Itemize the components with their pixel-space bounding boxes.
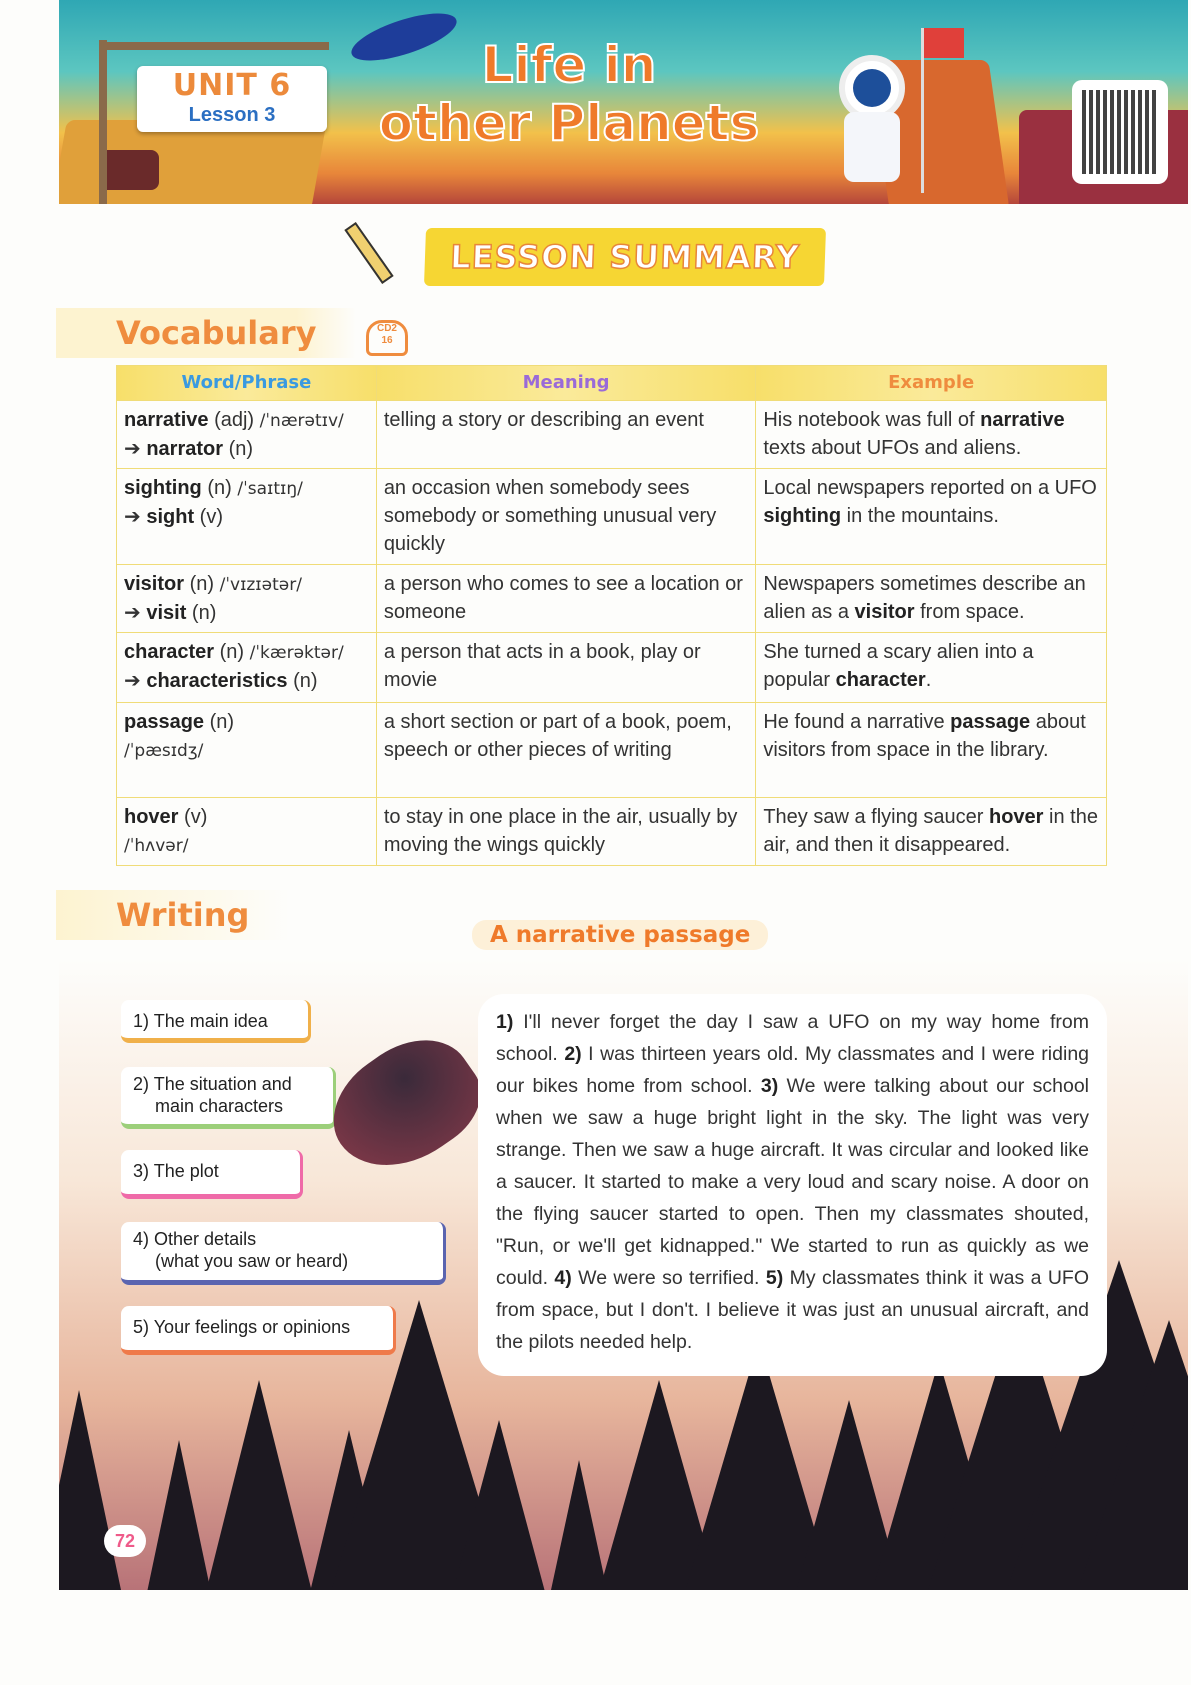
astronaut-body: [844, 112, 900, 182]
example-keyword: visitor: [854, 601, 915, 623]
example-keyword: hover: [989, 806, 1044, 828]
step-number: 1): [133, 1011, 150, 1031]
part-of-speech: (n): [189, 573, 215, 595]
example-keyword: character: [835, 669, 926, 691]
example-keyword: narrative: [980, 409, 1065, 431]
pronunciation: /ˈsaɪtɪŋ/: [237, 479, 303, 499]
word-cell: [117, 401, 377, 469]
pronunciation: /ˈpæsɪdʒ/: [124, 741, 204, 761]
step-label: The plot: [153, 1161, 219, 1181]
tree-shape: [551, 1460, 607, 1590]
narrative-passage: [478, 994, 1107, 1376]
step-number: 5): [133, 1317, 150, 1337]
derived-part-of-speech: (n): [228, 438, 254, 460]
example-keyword: sighting: [763, 505, 842, 527]
arrow-right-icon: ➔: [124, 506, 141, 528]
vocab-word: character: [124, 641, 215, 663]
example-cell: He found a narrative passage about visitors from space in the library.: [756, 703, 1107, 798]
lesson-summary-banner: [424, 228, 826, 286]
lesson-label: Lesson 3: [188, 104, 276, 126]
part-of-speech: (v): [184, 806, 208, 828]
passage-marker: 2): [564, 1043, 582, 1065]
table-row: [117, 469, 1107, 565]
lesson-summary-label: LESSON SUMMARY: [449, 238, 801, 276]
table-row: [117, 798, 1107, 866]
pronunciation: /ˈvɪzɪətər/: [219, 575, 302, 595]
step-label: Other details: [154, 1229, 257, 1249]
meaning-cell: an occasion when somebody sees somebody or something unusual very quickly: [376, 469, 756, 565]
tree-shape: [59, 1390, 121, 1590]
arrow-right-icon: ➔: [124, 670, 141, 692]
writing-step-4: [121, 1222, 446, 1285]
vocab-word: passage: [124, 711, 205, 733]
writing-heading: Writing: [56, 890, 289, 940]
pronunciation: /ˈnærətɪv/: [259, 411, 344, 431]
vocab-word: visitor: [124, 573, 185, 595]
arrow-right-icon: ➔: [124, 438, 141, 460]
table-row: [117, 401, 1107, 469]
pronunciation: /ˈhʌvər/: [124, 836, 189, 856]
tree-shape: [148, 1440, 211, 1590]
qr-code[interactable]: [1072, 80, 1168, 184]
writing-step-1: [121, 1000, 311, 1043]
audio-cd-icon[interactable]: CD2 16: [366, 320, 408, 356]
meaning-cell: a person who comes to see a location or someone: [376, 565, 756, 633]
vocab-word: hover: [124, 806, 179, 828]
word-cell: [117, 633, 377, 703]
title-line-2: other Planets: [378, 94, 760, 152]
table-row: [117, 565, 1107, 633]
title-line-1: Life in: [481, 36, 657, 94]
step-label: The main idea: [153, 1011, 268, 1031]
writing-step-2: [121, 1067, 336, 1129]
passage-marker: 4): [554, 1267, 572, 1289]
part-of-speech: (n): [209, 711, 235, 733]
part-of-speech: (adj): [214, 409, 255, 431]
unit-title: [359, 36, 779, 152]
word-cell: [117, 469, 377, 565]
part-of-speech: (n): [219, 641, 245, 663]
table-row: [117, 703, 1107, 798]
passage-sentence: We were so terrified.: [571, 1267, 766, 1289]
derived-part-of-speech: (n): [191, 602, 217, 624]
step-number: 4): [133, 1229, 150, 1249]
writing-step-5: [121, 1306, 396, 1355]
step-label: Your feelings or opinions: [153, 1317, 351, 1337]
unit-card: [137, 66, 327, 132]
step-label: The situation and: [153, 1074, 292, 1094]
step-sublabel: main characters: [155, 1096, 284, 1116]
passage-marker: 3): [760, 1075, 779, 1097]
column-header-meaning: Meaning: [376, 366, 756, 401]
derived-part-of-speech: (n): [293, 670, 318, 692]
passage-marker: 1): [496, 1011, 514, 1033]
pronunciation: /ˈkærəktər/: [249, 643, 344, 663]
passage-text: [496, 1006, 1089, 1358]
passage-marker: 5): [765, 1267, 784, 1289]
unit-banner: [59, 0, 1188, 204]
writing-step-3: [121, 1150, 303, 1199]
passage-sentence: My classmates think it was a UFO from space, but I don't. I believe it was just an unusual aircraft, and the pilots needed help.: [496, 1267, 1089, 1353]
signpost: [99, 42, 329, 50]
passage-subheading: A narrative passage: [472, 920, 768, 950]
column-header-word: Word/Phrase: [117, 366, 377, 401]
derived-word: narrator: [146, 438, 224, 460]
vocabulary-table: [116, 365, 1107, 866]
example-cell: She turned a scary alien into a popular character.: [756, 633, 1107, 703]
column-header-example: Example: [756, 366, 1107, 401]
step-number: 2): [133, 1074, 150, 1094]
vocabulary-heading: Vocabulary: [56, 308, 356, 358]
word-cell: [117, 565, 377, 633]
step-number: 3): [133, 1161, 150, 1181]
derived-word: sight: [146, 506, 195, 528]
signpost: [99, 40, 107, 204]
arrow-right-icon: ➔: [124, 602, 141, 624]
table-header-row: [117, 366, 1107, 401]
example-keyword: passage: [950, 711, 1031, 733]
example-cell: They saw a flying saucer hover in the air, and then it disappeared.: [756, 798, 1107, 866]
word-cell: [117, 798, 377, 866]
derived-word: visit: [146, 602, 187, 624]
meaning-cell: to stay in one place in the air, usually by moving the wings quickly: [376, 798, 756, 866]
example-cell: Local newspapers reported on a UFO sighting in the mountains.: [756, 469, 1107, 565]
passage-sentence: I'll never forget the day I saw a UFO on my way home from school.: [496, 1011, 1089, 1065]
step-sublabel: (what you saw or heard): [155, 1251, 349, 1271]
meaning-cell: a person that acts in a book, play or movie: [376, 633, 756, 703]
page-number: 72: [104, 1525, 146, 1557]
table-row: [117, 633, 1107, 703]
unit-label: UNIT 6: [172, 68, 292, 103]
meaning-cell: a short section or part of a book, poem, speech or other pieces of writing: [376, 703, 756, 798]
word-cell: [117, 703, 377, 798]
example-cell: Newspapers sometimes describe an alien as a visitor from space.: [756, 565, 1107, 633]
meaning-cell: telling a story or describing an event: [376, 401, 756, 469]
pencil-icon: [344, 222, 393, 284]
example-cell: His notebook was full of narrative texts about UFOs and aliens.: [756, 401, 1107, 469]
vocab-word: sighting: [124, 477, 202, 499]
flag-icon: [924, 28, 964, 58]
derived-part-of-speech: (v): [199, 506, 223, 528]
rock-decoration: [99, 150, 159, 190]
passage-sentence: We were talking about our school when we saw a huge bright light in the sky. The light was very strange. Then we saw a huge aircraft. It was circular and looked like a saucer. It started to make a very loud and scary noise. A door on the flying saucer started to open. Then my classmates shouted, "Run, or we'll get kidnapped." We started to run as quickly as we could.: [496, 1075, 1090, 1289]
derived-word: characteristics: [146, 670, 288, 692]
part-of-speech: (n): [207, 477, 232, 499]
vocab-word: narrative: [124, 409, 209, 431]
tree-shape: [207, 1380, 312, 1590]
passage-sentence: I was thirteen years old. My classmates and I were riding our bikes home from school.: [496, 1043, 1090, 1097]
